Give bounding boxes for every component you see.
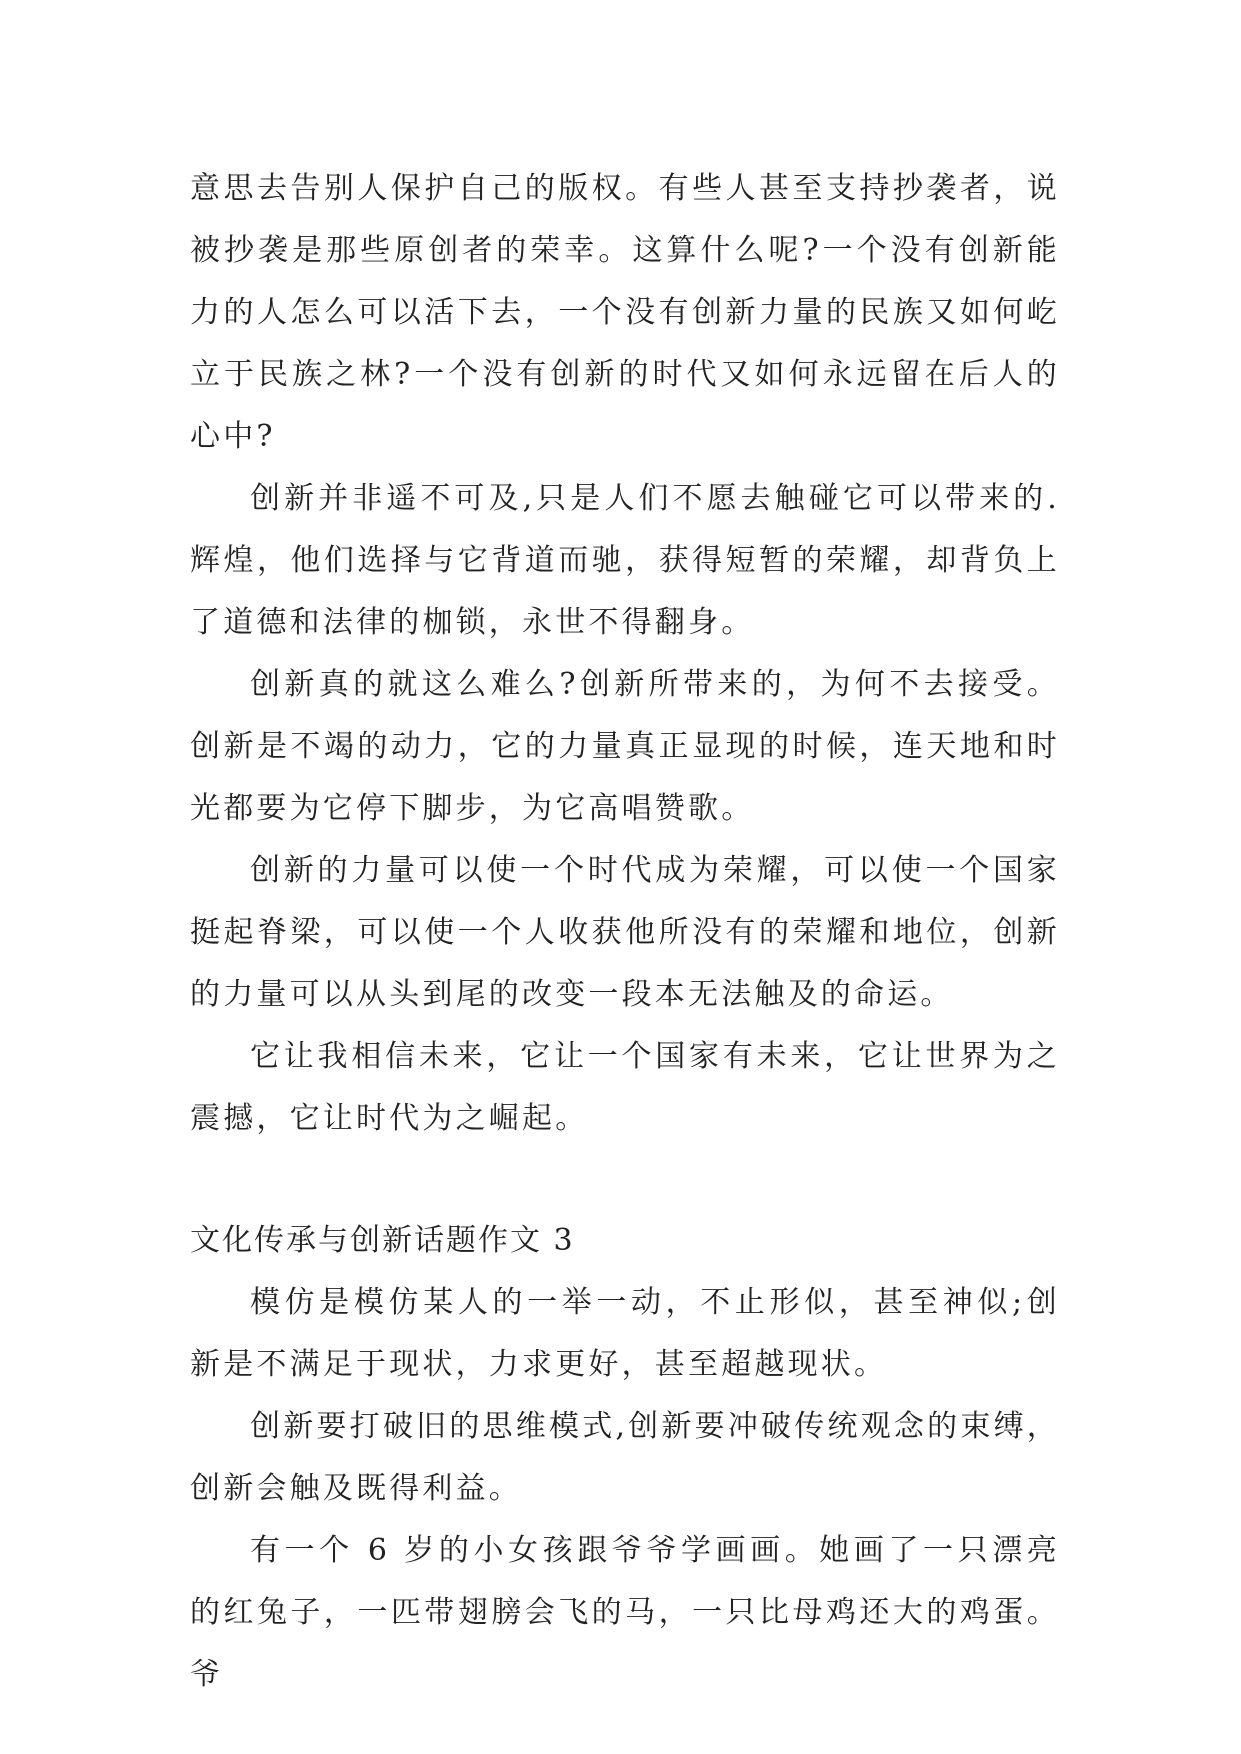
paragraph-a2: 创新并非遥不可及,只是人们不愿去触碰它可以带来的.辉煌，他们选择与它背道而驰，获得短暂的荣耀，却背负上了道德和法律的枷锁，永世不得翻身。 xyxy=(190,481,1060,640)
paragraph-b1: 模仿是模仿某人的一举一动，不止形似，甚至神似;创新是不满足于现状，力求更好，甚至超越现状。 xyxy=(190,1285,1060,1382)
paragraph-a3: 创新真的就这么难么?创新所带来的，为何不去接受。创新是不竭的动力，它的力量真正显现的时候，连天地和时光都要为它停下脚步，为它高唱赞歌。 xyxy=(190,667,1060,826)
paragraph-b3: 有一个 6 岁的小女孩跟爷爷学画画。她画了一只漂亮的红兔子，一匹带翅膀会飞的马，一只比母鸡还大的鸡蛋。爷 xyxy=(190,1533,1060,1692)
document-body xyxy=(190,158,1060,1706)
section-heading: 文化传承与创新话题作文 3 xyxy=(190,1223,575,1258)
paragraph-a5: 它让我相信未来，它让一个国家有未来，它让世界为之震撼，它让时代为之崛起。 xyxy=(190,1039,1060,1136)
paragraph-a4: 创新的力量可以使一个时代成为荣耀，可以使一个国家挺起脊梁，可以使一个人收获他所没有的荣耀和地位，创新的力量可以从头到尾的改变一段本无法触及的命运。 xyxy=(190,853,1060,1012)
paragraph-b2: 创新要打破旧的思维模式,创新要冲破传统观念的束缚，创新会触及既得利益。 xyxy=(190,1409,1060,1506)
paragraph-a1: 意思去告别人保护自己的版权。有些人甚至支持抄袭者，说被抄袭是那些原创者的荣幸。这算什么呢?一个没有创新能力的人怎么可以活下去，一个没有创新力量的民族又如何屹立于民族之林?一个没有创新的时代又如何永远留在后人的心中? xyxy=(190,171,1060,454)
